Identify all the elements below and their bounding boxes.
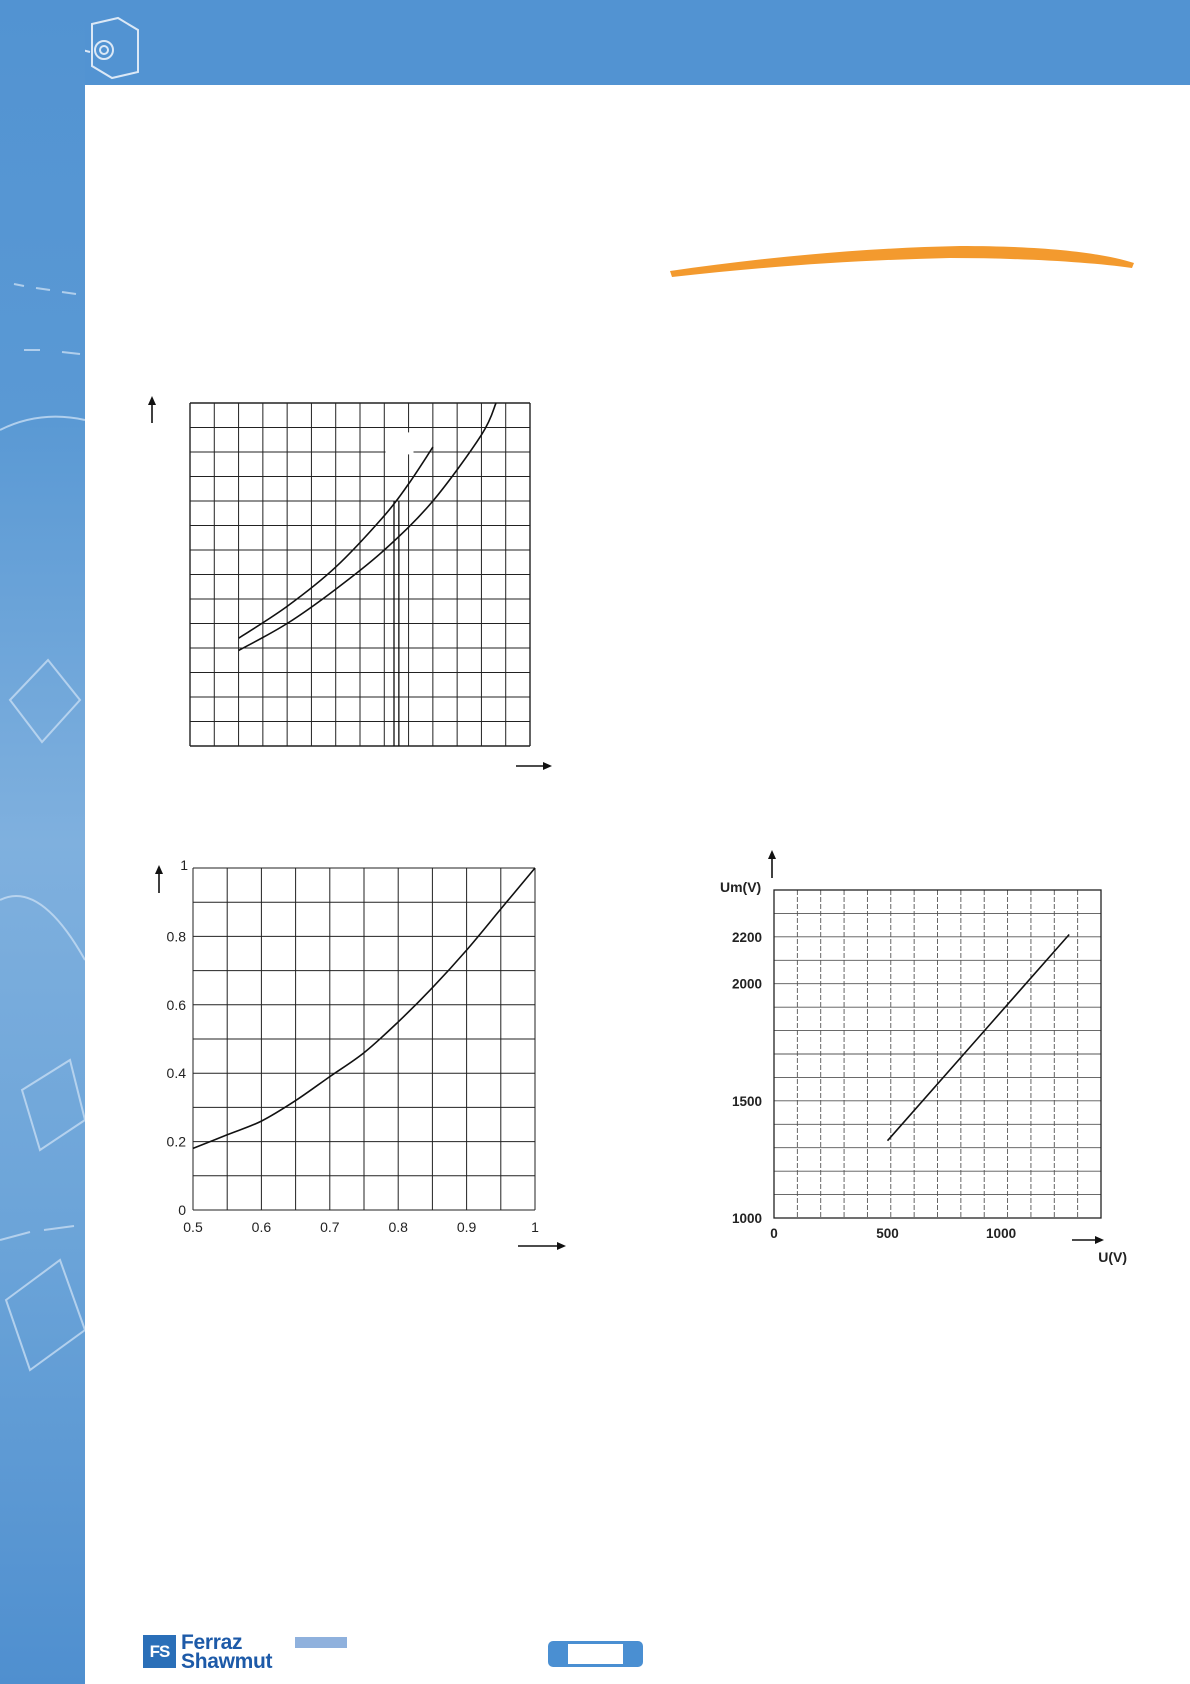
y-tick-label: 2000 bbox=[731, 976, 762, 992]
x-tick-label: 0.8 bbox=[388, 1219, 408, 1235]
x-tick-label: 0.7 bbox=[320, 1219, 340, 1235]
x-axis-title: U(V) bbox=[1098, 1249, 1127, 1265]
logo-name-shawmut: Shawmut bbox=[181, 1650, 273, 1673]
x-axis-arrow-head bbox=[1095, 1236, 1104, 1244]
logo-accent-bar bbox=[295, 1637, 347, 1648]
x-tick-label: 0.9 bbox=[456, 1219, 477, 1235]
y-axis-arrow-head bbox=[768, 850, 776, 859]
y-axis-title: Um(V) bbox=[720, 879, 762, 895]
x-tick-label: 0.5 bbox=[183, 1219, 203, 1235]
brand-logo bbox=[143, 1633, 353, 1673]
x-tick-label: 500 bbox=[876, 1226, 899, 1241]
series-line-1 bbox=[888, 935, 1070, 1141]
x-tick-label: 0 bbox=[770, 1226, 778, 1241]
page-number-tab bbox=[548, 1641, 643, 1667]
y-tick-label: 0.2 bbox=[166, 1133, 186, 1150]
y-tick-label: 1000 bbox=[731, 1211, 762, 1226]
y-tick-label: 0.6 bbox=[166, 996, 186, 1013]
y-tick-label: 1500 bbox=[731, 1093, 762, 1109]
logo-name-ferraz: Ferraz bbox=[181, 1631, 243, 1654]
x-tick-label: 1000 bbox=[986, 1226, 1017, 1241]
x-tick-label: 0.6 bbox=[251, 1219, 272, 1235]
x-tick-label: 1 bbox=[531, 1219, 539, 1235]
y-tick-label: 0.4 bbox=[166, 1065, 186, 1082]
y-tick-label: 0 bbox=[178, 1202, 186, 1218]
y-tick-label: 0.8 bbox=[166, 928, 186, 945]
logo-mark: FS bbox=[143, 1635, 176, 1668]
y-tick-label: 1 bbox=[180, 857, 188, 873]
y-tick-label: 2200 bbox=[731, 929, 762, 945]
